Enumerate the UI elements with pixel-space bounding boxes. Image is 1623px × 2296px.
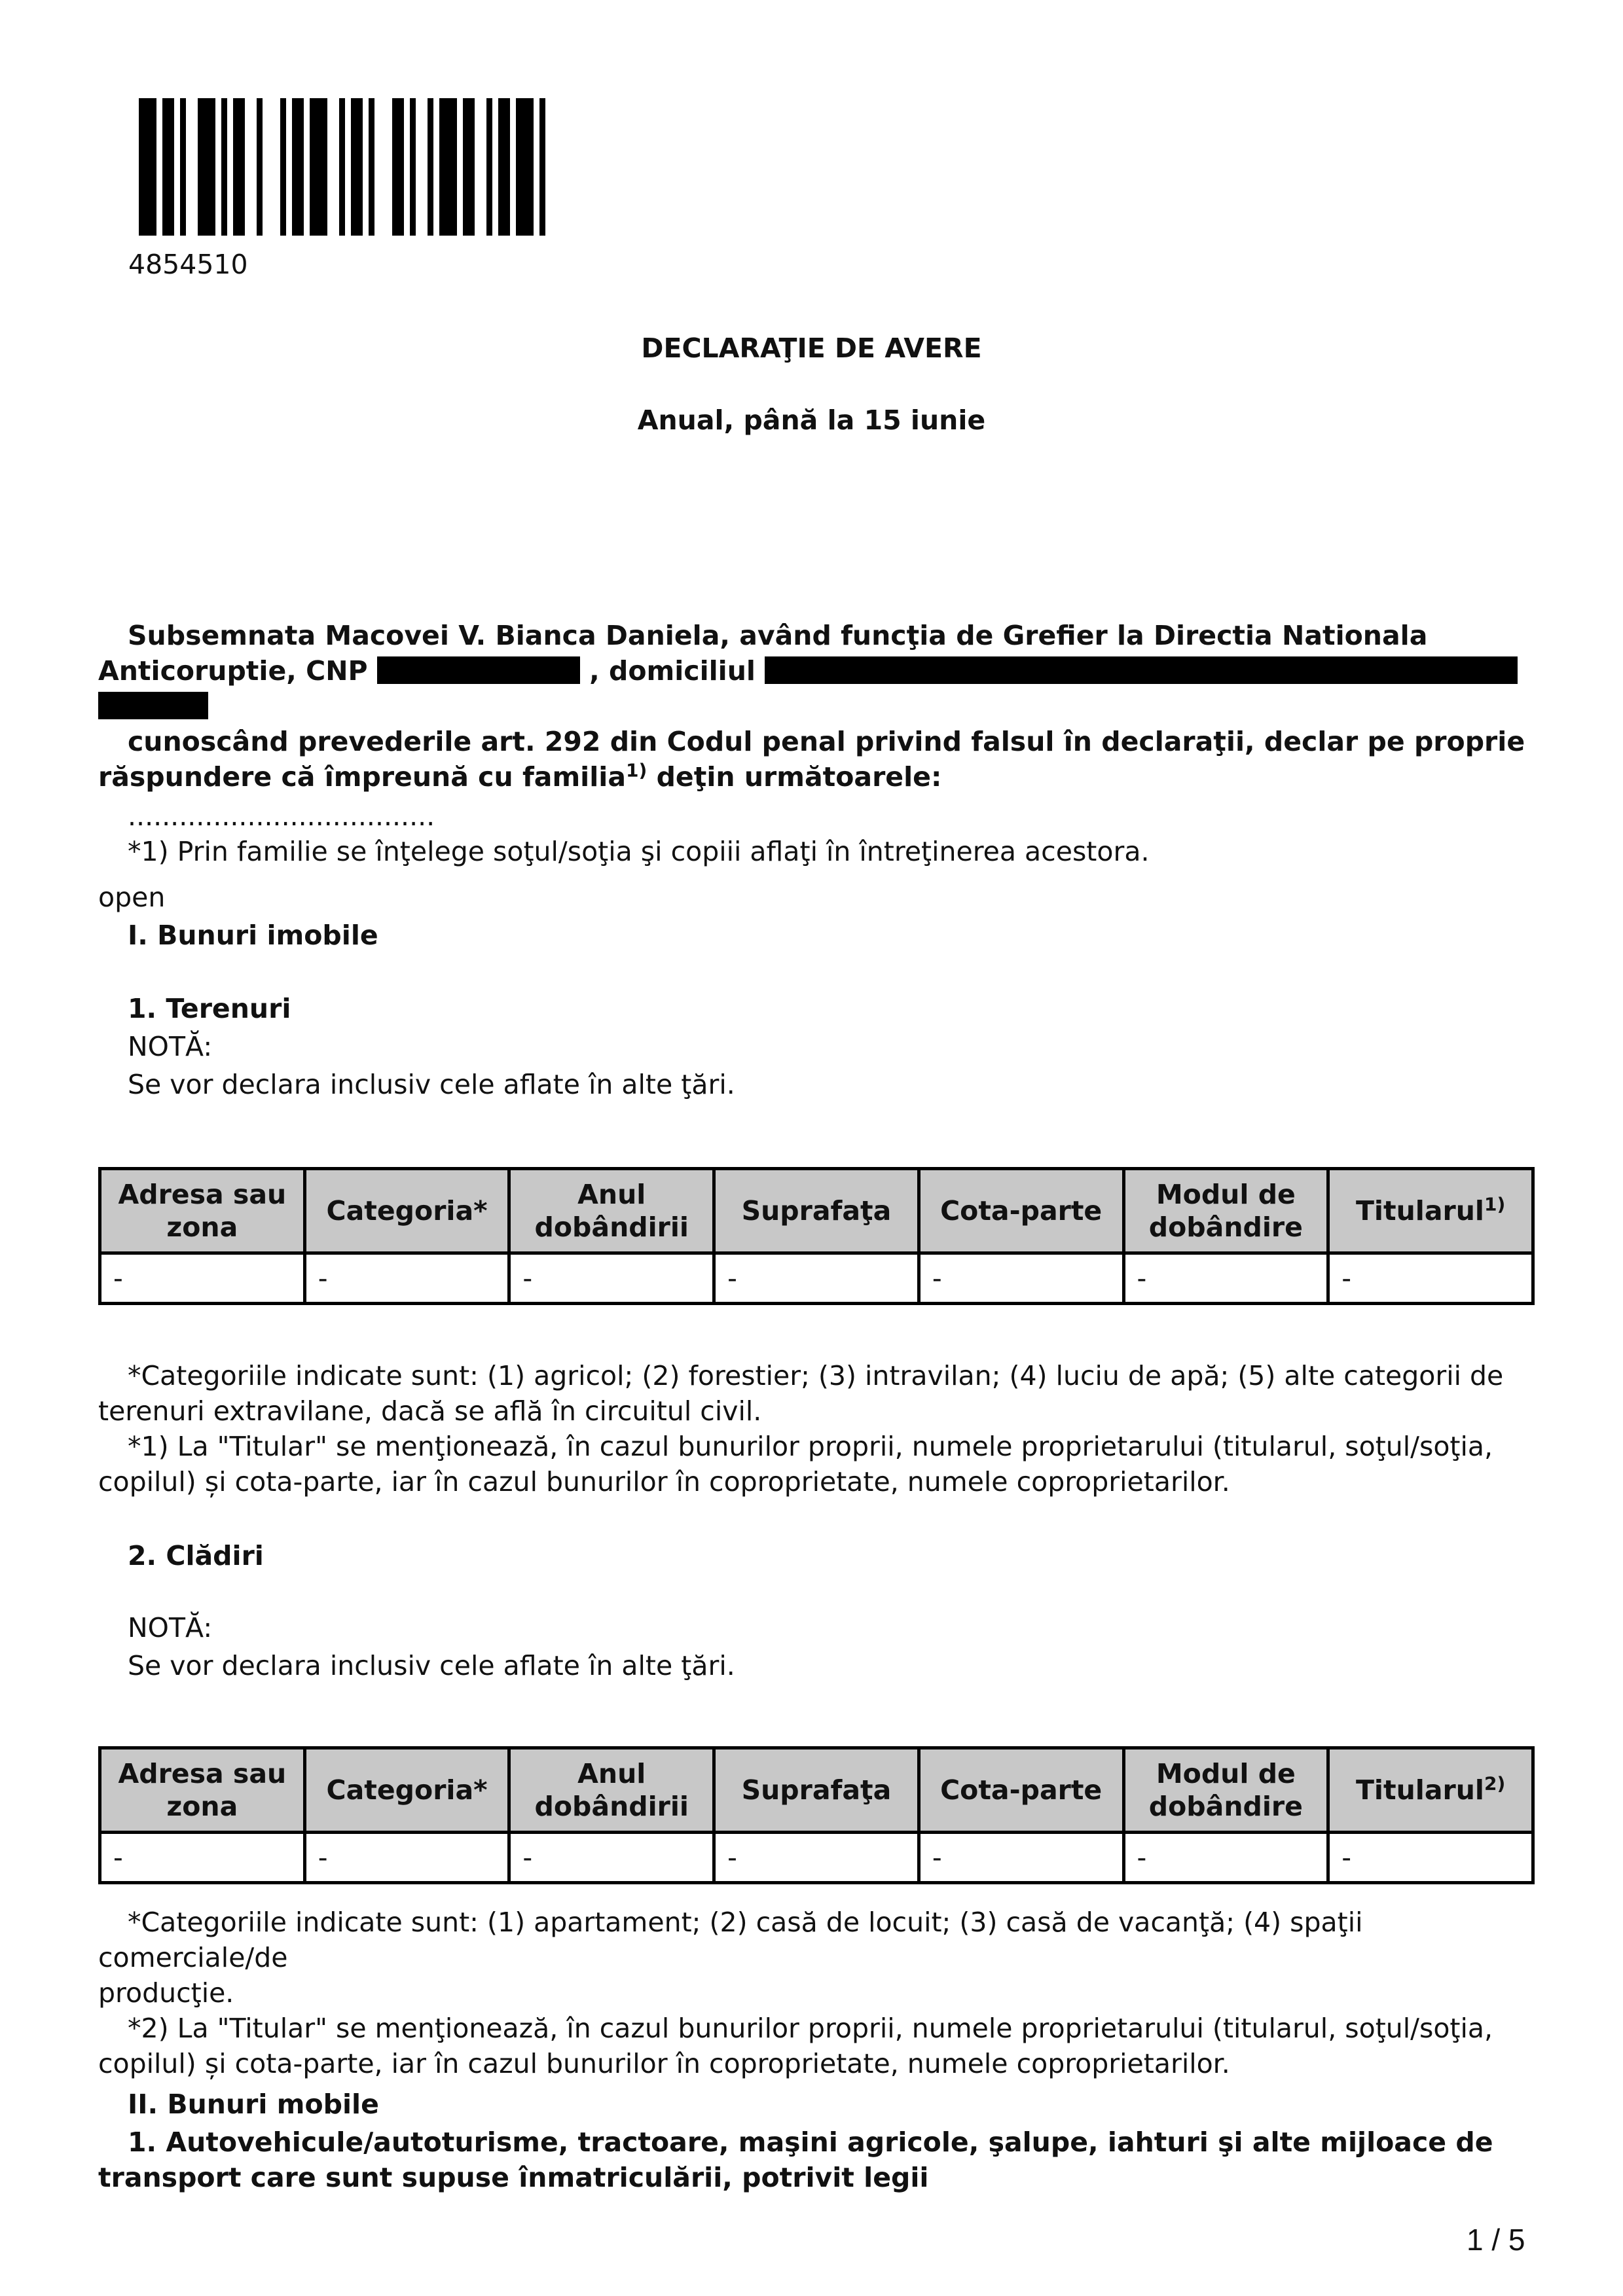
barcode-bar [351,98,363,236]
family-footnote: *1) Prin familie se înţelege soţul/soţia şi copiii aflaţi în întreţinerea acestora. [128,836,1150,867]
vehicles-heading-line-2: transport care sunt supuse înmatriculării, potrivit legii [98,2162,929,2193]
declaration-line-1: cunoscând prevederile art. 292 din Codul penal privind falsul în declaraţii, declar pe proprie [128,726,1525,757]
col-header: Modul de dobândire [1123,1748,1328,1833]
redacted-address [765,656,1518,684]
barcode-bar [162,98,174,236]
cladiri-table [98,1746,1535,1884]
barcode-bar [392,98,404,236]
document-subtitle: Anual, până la 15 iunie [637,404,986,436]
categories-footnote-2: terenuri extravilane, dacă se află în circuitul civil. [98,1395,762,1427]
table-cell: - [304,1833,509,1883]
dotted-line: .................................... [128,800,435,832]
redacted-cnp [377,656,580,684]
declaration-line-2: răspundere că împreună cu familia$^{1)}$ deţin următoarele: [98,759,942,793]
barcode-bar [139,98,156,236]
cladiri-footnotes [98,1905,1532,2081]
terenuri-note-text: Se vor declara inclusiv cele aflate în alte ţări. [128,1069,735,1100]
barcode-bar [498,98,510,236]
barcode-bar [516,98,534,236]
table-cell: - [100,1833,305,1883]
col-header: Adresa sau zona [100,1169,305,1253]
table-cell: - [1328,1253,1533,1304]
table-cell: - [304,1253,509,1304]
categories-footnote-1: *Categoriile indicate sunt: (1) agricol; (2) forestier; (3) intravilan; (4) luciu de apă; (5) alte categorii de [128,1360,1504,1391]
section-1-title: I. Bunuri imobile [128,920,378,951]
footnote-ref: 1) [626,759,647,781]
footnote-ref: 1) [1484,1193,1506,1215]
cladiri-nota: NOTĂ: [128,1612,213,1643]
table-cell: - [714,1833,919,1883]
barcode-bar [292,98,304,236]
vehicles-heading [98,2125,1532,2195]
table-cell: - [919,1253,1123,1304]
col-header: Anul dobândirii [509,1748,714,1833]
col-header: Anul dobândirii [509,1169,714,1253]
barcode-bar [233,98,245,236]
intro-paragraph [98,618,1532,724]
col-header: Categoria* [304,1169,509,1253]
table-header-row [100,1748,1533,1833]
terenuri-nota: NOTĂ: [128,1031,213,1062]
table-cell: - [1328,1833,1533,1883]
categories-footnote-1: *Categoriile indicate sunt: (1) apartament; (2) casă de locuit; (3) casă de vacanţă; (4) spaţii comerciale/de [98,1907,1363,1973]
table-cell: - [509,1253,714,1304]
redacted-address-continued [98,692,208,719]
barcode-bar [198,98,215,236]
barcode-bar [463,98,475,236]
titular-footnote-1: *1) La "Titular" se menţionează, în cazul bunurilor proprii, numele proprietarului (titularul, soţul/soţia, [128,1431,1493,1462]
intro-line-2 [98,653,1532,689]
col-header: Titularul$^{1)}$ [1328,1169,1533,1253]
table-row [100,1833,1533,1883]
section-2-title: II. Bunuri mobile [128,2089,379,2120]
cladiri-title: 2. Clădiri [128,1540,264,1571]
titular-footnote-1: *2) La "Titular" se menţionează, în cazul bunurilor proprii, numele proprietarului (titularul, soţul/soţia, [128,2013,1493,2044]
intro-redact-line [98,689,1532,724]
cladiri-note-text: Se vor declara inclusiv cele aflate în alte ţări. [128,1650,735,1681]
table-cell: - [100,1253,305,1304]
col-header: Cota-parte [919,1748,1123,1833]
table-cell: - [714,1253,919,1304]
page-number: 1 / 5 [1467,2223,1525,2257]
vehicles-heading-line-1: 1. Autovehicule/autoturisme, tractoare, maşini agricole, şalupe, iahturi şi alte mijloace de [128,2126,1493,2158]
col-header: Adresa sau zona [100,1748,305,1833]
cnp-label: Anticoruptie, CNP [98,655,368,687]
barcode-bar [180,98,186,236]
col-header: Cota-parte [919,1169,1123,1253]
barcode-bar [339,98,345,236]
terenuri-title: 1. Terenuri [128,993,291,1024]
barcode-bar [539,98,545,236]
barcode-bar [439,98,457,236]
document-title: DECLARAŢIE DE AVERE [641,332,982,364]
categories-footnote-2: producţie. [98,1977,234,2009]
table-cell: - [509,1833,714,1883]
table-row [100,1253,1533,1304]
col-header: Suprafaţa [714,1169,919,1253]
open-label: open [98,882,166,913]
doc-number: 4854510 [128,249,248,280]
barcode-bar [280,98,286,236]
barcode-bar [428,98,433,236]
table-cell: - [919,1833,1123,1883]
barcode-bar [221,98,227,236]
barcode-bar [369,98,374,236]
table-header-row [100,1169,1533,1253]
barcode-bar [310,98,327,236]
titular-footnote-2: copilul) și cota-parte, iar în cazul bunurilor în coproprietate, numele coproprietarilor. [98,1466,1230,1498]
barcode-graphic [139,98,883,236]
table-cell: - [1123,1833,1328,1883]
barcode-bar [486,98,492,236]
intro-line-1: Subsemnata Macovei V. Bianca Daniela, având funcţia de Grefier la Directia Nationala [128,620,1428,651]
declaration-paragraph [98,724,1532,795]
barcode-bar [257,98,263,236]
terenuri-footnotes [98,1358,1532,1499]
barcode-bar [410,98,416,236]
footnote-ref: 2) [1484,1772,1506,1795]
family-note [98,798,1532,869]
titular-footnote-2: copilul) și cota-parte, iar în cazul bunurilor în coproprietate, numele coproprietarilor. [98,2048,1230,2079]
domicile-label: , domiciliul [589,655,756,687]
col-header: Titularul$^{2)}$ [1328,1748,1533,1833]
col-header: Modul de dobândire [1123,1169,1328,1253]
terenuri-table [98,1167,1535,1305]
col-header: Suprafaţa [714,1748,919,1833]
col-header: Categoria* [304,1748,509,1833]
table-cell: - [1123,1253,1328,1304]
